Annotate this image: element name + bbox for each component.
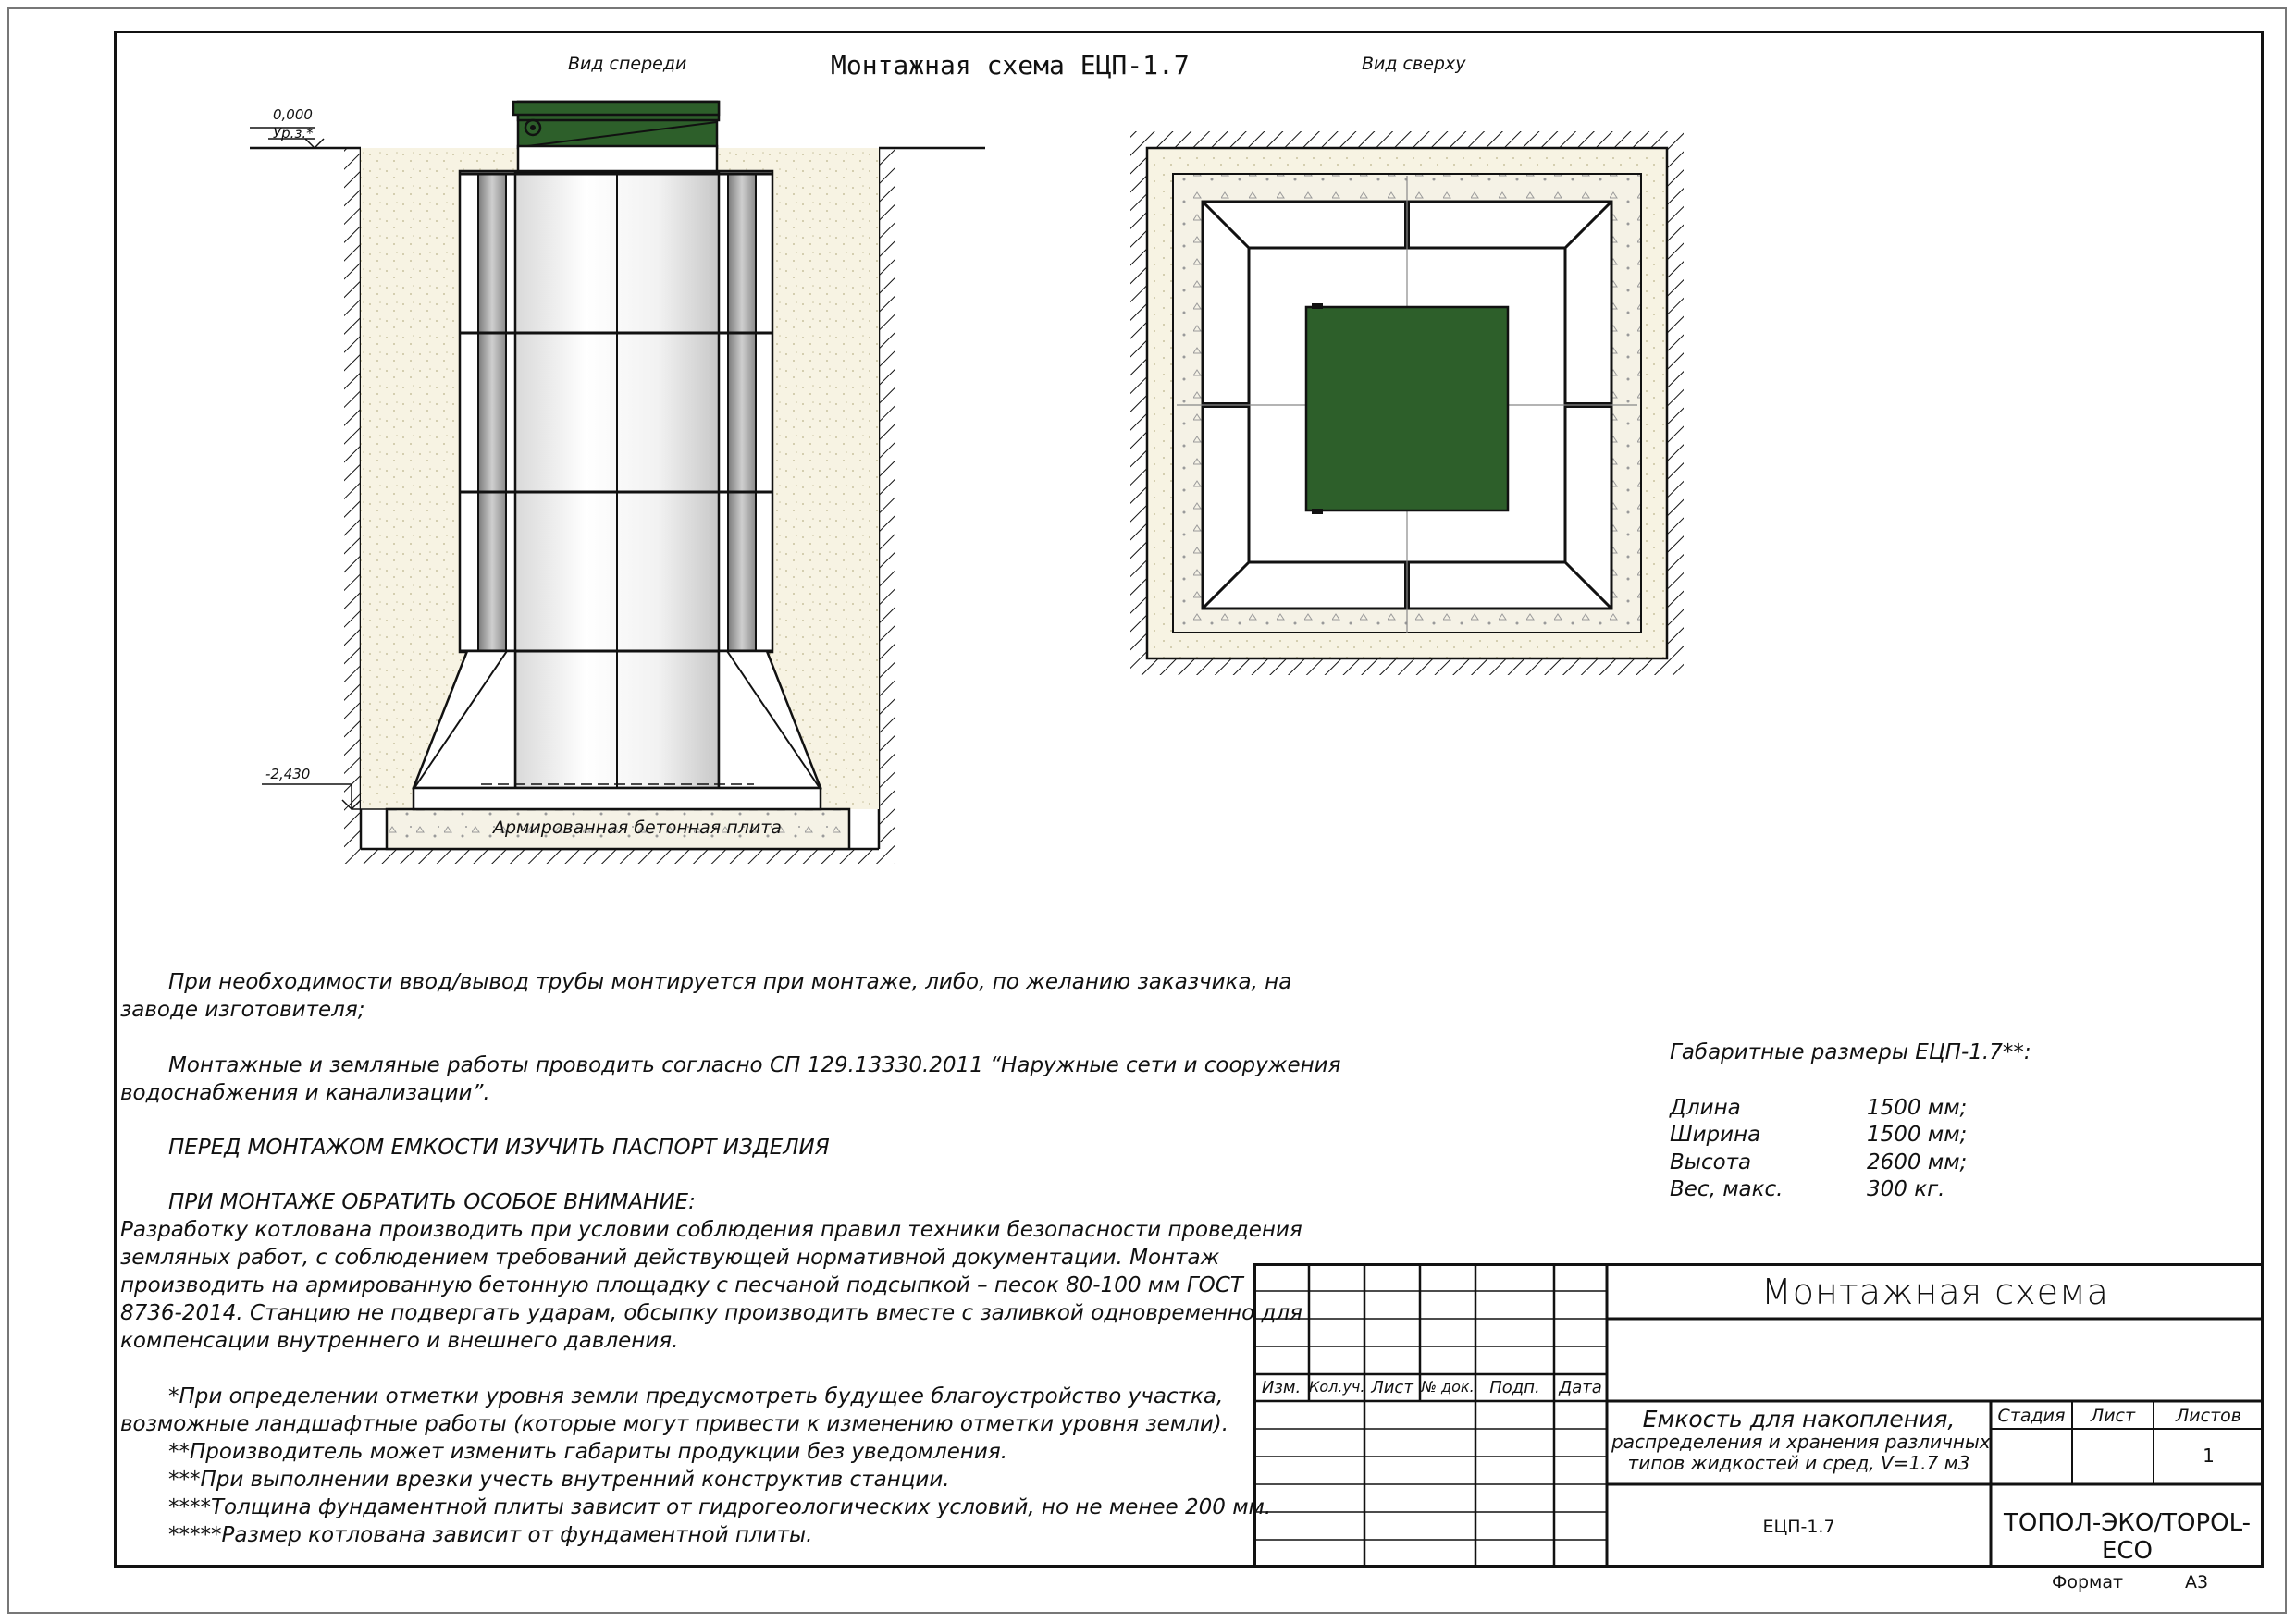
top-view-drawing [1110, 120, 1702, 694]
tb-code: ЕЦП-1.7 [1762, 1517, 1835, 1537]
dim-label-weight: Вес, макс. [1670, 1177, 1784, 1201]
level-bottom-value: -2,430 [265, 766, 311, 782]
tb-sheets-value: 1 [2203, 1445, 2215, 1467]
level-top-label: Ур.з.* [273, 125, 314, 141]
tb-sheet-label: Лист [2090, 1406, 2136, 1426]
tb-header-kol: Кол.уч. [1309, 1378, 1365, 1396]
drawing-title: Монтажная схема ЕЦП-1.7 [831, 50, 1190, 80]
dim-value-length: 1500 мм; [1867, 1096, 1968, 1120]
tb-description-l2: распределения и хранения различных [1611, 1431, 1991, 1453]
dimensions-title: Габаритные размеры ЕЦП-1.7**: [1670, 1040, 2031, 1064]
slab-label: Армированная бетонная плита [493, 818, 782, 838]
note-p2b: водоснабжения и канализации”. [120, 1081, 490, 1105]
footnote-1: *При определении отметки уровня земли предусмотреть будущее благоустройство участка, [168, 1384, 1224, 1408]
format-label: Формат [2052, 1572, 2124, 1592]
tb-company: ТОПОЛ-ЭКО/TOPOL-ECO [2003, 1509, 2252, 1565]
view-top-label: Вид сверху [1362, 54, 1466, 74]
level-top-value: 0,000 [273, 106, 313, 123]
note-p1b: заводе изготовителя; [120, 998, 365, 1022]
tb-header-doc: № док. [1421, 1378, 1475, 1396]
note-p4b: земляных работ, с соблюдением требований действующей нормативной документации. Монтаж [120, 1246, 1220, 1270]
dim-label-height: Высота [1670, 1150, 1752, 1174]
note-p4a: Разработку котлована производить при условии соблюдения правил техники безопасности проведения [120, 1218, 1302, 1242]
tb-description-l1: Емкость для накопления, [1642, 1406, 1956, 1432]
dim-value-height: 2600 мм; [1867, 1150, 1968, 1174]
tb-header-date: Дата [1559, 1378, 1602, 1397]
tb-header-podp: Подп. [1489, 1378, 1540, 1397]
tb-header-izm: Изм. [1261, 1378, 1302, 1397]
view-front-label: Вид спереди [568, 54, 687, 74]
note-p1: При необходимости ввод/вывод трубы монтируется при монтаже, либо, по желанию заказчика, на [168, 970, 1292, 994]
tb-header-list: Лист [1371, 1378, 1413, 1397]
tb-stage-label: Стадия [1997, 1406, 2066, 1426]
footnote-3: ***При выполнении врезки учесть внутренний конструктив станции. [168, 1468, 950, 1492]
tank-neck [518, 146, 717, 171]
note-p2: Монтажные и земляные работы проводить согласно СП 129.13330.2011 “Наружные сети и сооружения [168, 1053, 1341, 1077]
format-value: А3 [2185, 1572, 2209, 1592]
tank-lid-top [1306, 307, 1508, 510]
note-p4: ПРИ МОНТАЖЕ ОБРАТИТЬ ОСОБОЕ ВНИМАНИЕ: [168, 1190, 696, 1214]
footnote-4: ****Толщина фундаментной плиты зависит от гидрогеологических условий, но не менее 200 мм. [168, 1495, 1272, 1519]
tb-description-l3: типов жидкостей и сред, V=1.7 м3 [1627, 1452, 1970, 1474]
tb-sheets-label: Листов [2176, 1406, 2241, 1426]
note-p4e: компенсации внутреннего и внешнего давления. [120, 1329, 679, 1353]
note-p4c: производить на армированную бетонную площадку с песчаной подсыпкой – песок 80-100 мм ГОСТ [120, 1273, 1243, 1297]
footnote-5: *****Размер котлована зависит от фундаментной плиты. [168, 1523, 813, 1547]
footnote-2: **Производитель может изменить габариты продукции без уведомления. [168, 1440, 1008, 1464]
front-view-drawing [0, 0, 1203, 888]
dim-label-width: Ширина [1670, 1123, 1761, 1147]
note-p3: ПЕРЕД МОНТАЖОМ ЕМКОСТИ ИЗУЧИТЬ ПАСПОРТ ИЗДЕЛИЯ [168, 1136, 830, 1160]
footnote-1b: возможные ландшафтные работы (которые могут привести к изменению отметки уровня земли). [120, 1412, 1229, 1436]
dim-value-weight: 300 кг. [1867, 1177, 1945, 1201]
dim-label-length: Длина [1670, 1096, 1741, 1120]
tb-doc-title: Монтажная схема [1761, 1272, 2109, 1312]
dim-value-width: 1500 мм; [1867, 1123, 1968, 1147]
note-p4d: 8736-2014. Станцию не подвергать ударам, обсыпку производить вместе с заливкой одновременно для [120, 1301, 1302, 1325]
tank-base [414, 788, 821, 809]
